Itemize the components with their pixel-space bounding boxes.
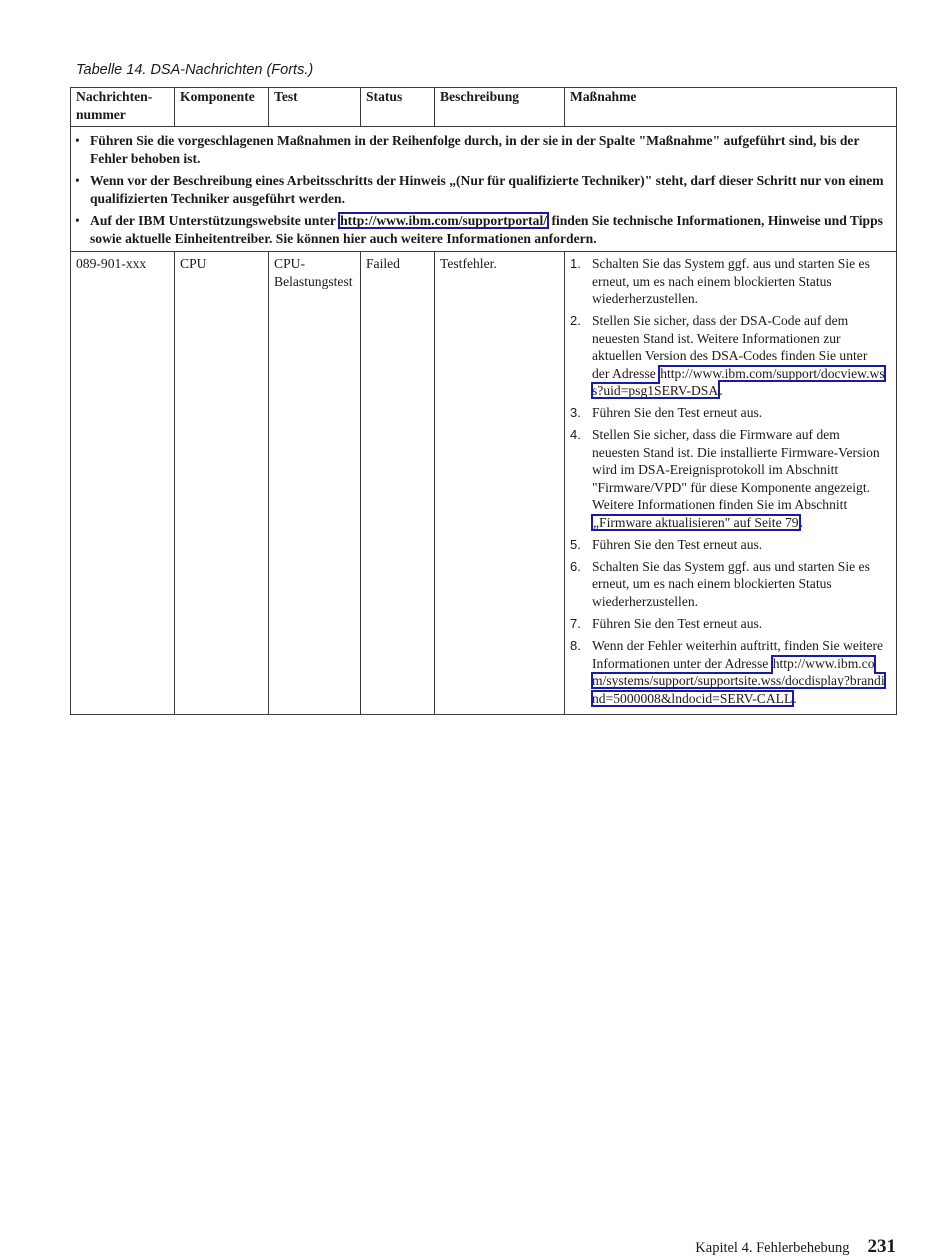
cell-description: Testfehler. (435, 252, 565, 715)
column-header-component: Komponente (175, 88, 269, 127)
step-text: Stellen Sie sicher, dass die Firmware auf dem neuesten Stand ist. Die installierte Firmware-Version wird im DSA-Ereignisprotokoll im Abschnitt "Firmware/VPD" für diese Komponente angezeigt. Weitere Informationen finden Sie im Abschnitt (592, 427, 880, 513)
dsa-code-link[interactable]: http://www.ibm.com/support/docview.wss?uid=psg1SERV-DSA (592, 365, 885, 399)
action-step (570, 637, 887, 707)
step-number: 7. (570, 616, 581, 632)
note-text: Auf der IBM Unterstützungswebsite unter (90, 213, 340, 228)
step-number: 5. (570, 536, 581, 552)
notes-row (71, 127, 897, 252)
step-number: 4. (570, 427, 581, 443)
step-text: Wenn der Fehler weiterhin auftritt, finden Sie weitere Informationen unter der Adresse (592, 638, 884, 671)
cell-component: CPU (175, 252, 269, 715)
table-row (71, 252, 897, 715)
cell-status: Failed (361, 252, 435, 715)
action-step (570, 255, 887, 308)
column-header-test: Test (269, 88, 361, 127)
action-step (570, 312, 887, 400)
column-header-description: Beschreibung (435, 88, 565, 127)
table-header-row (71, 88, 897, 127)
cell-number: 089-901-xxx (71, 252, 175, 715)
column-header-number: Nachrichten-nummer (71, 88, 175, 127)
bullet-icon: • (75, 213, 80, 228)
bullet-icon: • (75, 173, 80, 188)
cell-test (269, 252, 361, 715)
step-number: 8. (570, 638, 581, 654)
step-text-end: . (719, 383, 723, 399)
table-caption: Tabelle 14. DSA-Nachrichten (Forts.) (76, 62, 314, 78)
column-header-action: Maßnahme (565, 88, 897, 127)
step-number: 6. (570, 558, 581, 574)
firmware-update-link[interactable]: „Firmware aktualisieren" auf Seite 79 (593, 514, 799, 530)
note-item (75, 172, 890, 207)
step-text: Führen Sie den Test erneut aus. (592, 405, 763, 421)
step-text: Führen Sie den Test erneut aus. (592, 616, 763, 632)
note-text: finden Sie technische Informationen, Hinweise und Tipps sowie aktuelle Einheitentreiber. Sie können hier auch weitere Informationen anfordern. (90, 213, 883, 246)
action-step (570, 404, 887, 422)
step-text-end: . (799, 514, 804, 530)
note-text: Führen Sie die vorgeschlagenen Maßnahmen in der Reihenfolge durch, in der sie in der Spalte "Maßnahme" aufgeführt sind, bis der Fehler behoben ist. (90, 133, 860, 166)
chapter-title: Kapitel 4. Fehlerbehebung (695, 1240, 850, 1256)
step-text-end: . (793, 690, 797, 706)
note-item (75, 132, 890, 167)
page-footer (695, 1236, 896, 1258)
step-text: Schalten Sie das System ggf. aus und starten Sie es erneut, um es nach einem blockierten Status wiederherzustellen. (592, 558, 870, 609)
dsa-messages-table (70, 87, 897, 715)
support-portal-link[interactable]: http://www.ibm.com/supportportal/ (340, 213, 548, 228)
cell-action (565, 252, 897, 715)
step-number: 2. (570, 313, 581, 329)
column-header-status: Status (361, 88, 435, 127)
notes-list (75, 132, 890, 247)
support-call-link[interactable]: http://www.ibm.com/systems/support/supportsite.wss/docdisplay?brandind=5000008&lndocid=SERV-CALL (592, 655, 885, 706)
test-name: CPU-Belastungstest (274, 256, 353, 289)
action-step (570, 536, 887, 554)
step-text: Stellen Sie sicher, dass der DSA-Code auf dem neuesten Stand ist. Weitere Informationen zur aktuellen Version des DSA-Codes finden Sie unter der Adresse (592, 313, 868, 381)
note-item (75, 212, 890, 247)
step-number: 1. (570, 256, 581, 271)
action-step (570, 426, 887, 531)
step-text: Führen Sie den Test erneut aus. (592, 536, 763, 552)
notes-cell (71, 127, 897, 252)
step-number: 3. (570, 405, 581, 421)
action-step (570, 558, 887, 611)
note-text: Wenn vor der Beschreibung eines Arbeitsschritts der Hinweis „(Nur für qualifizierte Techniker)" steht, darf dieser Schritt nur von einem qualifizierten Techniker ausgeführt werden. (90, 173, 884, 206)
action-step (570, 615, 887, 633)
action-steps (570, 255, 891, 707)
step-text: Schalten Sie das System ggf. aus und starten Sie es erneut, um es nach einem blockierten Status wiederherzustellen. (592, 256, 870, 306)
page-number: 231 (867, 1236, 896, 1257)
bullet-icon: • (75, 133, 80, 148)
